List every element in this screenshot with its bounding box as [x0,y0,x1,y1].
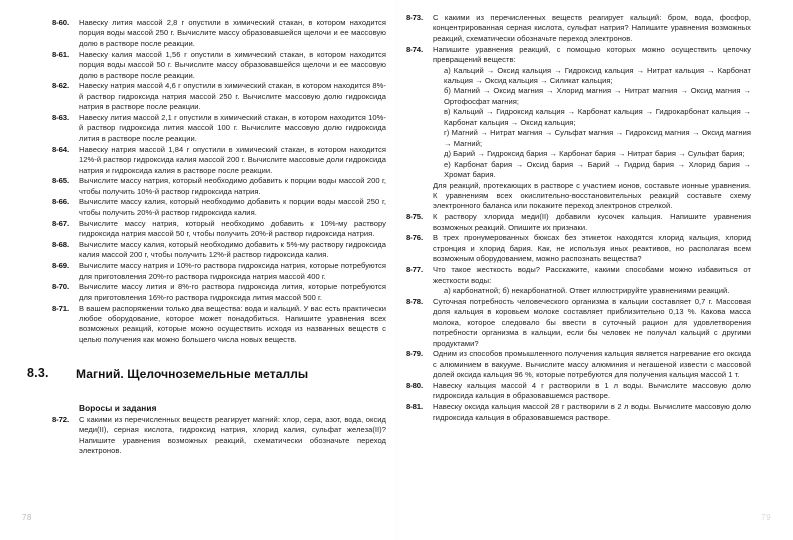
task-item [52,145,386,176]
right-page-column [406,13,751,423]
task-item [52,415,386,457]
task-item [52,50,386,81]
task-number: 8-63. [52,112,70,122]
task-number: 8-65. [52,176,70,186]
task-item [52,113,386,144]
task-item [52,282,386,303]
task-item [406,381,751,402]
task-text: Навеску оксида кальция массой 28 г растворили в 2 л воды. Вычислите массовую долю гидроксида кальция в образовавшемся растворе. [433,402,751,422]
task-tail: Для реакций, протекающих в растворе с участием ионов, составьте ионные уравнения. К уравнениям всех окислительно-восстановительных реакций составьте схему электронного баланса или покажите переход электронов стрелкой. [433,180,751,211]
task-item [406,297,751,349]
task-chain: е) Карбонат бария → Оксид бария → Барий → Гидрид бария → Хлорид бария → Хромат бария. [444,159,751,180]
task-number: 8-61. [52,49,70,59]
task-chain: а) Кальций → Оксид кальция → Гидроксид кальция → Нитрат кальция → Карбонат кальция → Оксид кальция → Силикат кальция; [444,65,751,86]
task-text: В вашем распоряжении только два вещества: вода и кальций. У вас есть практически любое оборудование, которое может понадобиться. Напишите уравнения всех возможных реакций, которые можно осуществить исходя из названных веществ с целью получения как можно большего числа новых веществ. [79,303,386,344]
task-text: Навеску кальция массой 4 г растворили в 1 л воды. Вычислите массовую долю гидроксида кальция в образовавшемся растворе. [433,380,751,401]
left-page-column [27,18,386,457]
task-item [52,197,386,218]
task-text: Навеску натрия массой 1,84 г опустили в химический стакан, в котором находится 12%-й раствор гидроксида калия массой 200 г. Вычислите массовые доли гидроксида натрия и гидроксида калия в растворе после реакции. [79,144,386,175]
task-text: Навеску натрия массой 4,6 г опустили в химический стакан, в котором находится 8%-й раствор гидроксида натрия массой 250 г. Вычислите массовую долю гидроксида натрия в растворе после реакции. [79,81,386,112]
task-text: С какими из перечисленных веществ реагирует магний: хлор, сера, азот, вода, оксид меди(II), серная кислота, гидроксид натрия, хлорид калия, сульфат железа(II)? Напишите уравнения возможных реакций, схематически обозначьте переход электронов. [79,414,386,456]
section-subheading: Воросы и задания [79,403,157,414]
task-number: 8-68. [52,239,70,249]
task-lead: Что такое жесткость воды? Расскажите, какими способами можно избавиться от жесткости воды: [433,265,751,285]
task-text: Навеску лития массой 2,1 г опустили в химический стакан, в котором находится 10%-й раствор гидроксида лития массой 100 г. Вычислите массовую долю гидроксида лития в растворе после реакции. [79,112,386,143]
task-chain: б) Магний → Оксид магния → Хлорид магния → Нитрат магния → Оксид магния → Ортофосфат магния; [444,86,751,106]
section-title: Магний. Щелочноземельные металлы [76,366,309,381]
task-number: 8-76. [406,233,424,243]
task-number: 8-67. [52,218,70,228]
task-text: Вычислите массу калия, который необходимо добавить к порции воды массой 250 г, чтобы получить 20%-й раствор гидроксида калия. [79,197,386,217]
task-number: 8-80. [406,380,424,390]
task-number: 8-79. [406,349,424,359]
task-item [406,265,751,296]
task-chain: а) карбонатной; б) некарбонатной. Ответ иллюстрируйте уравнениями реакций. [444,285,730,295]
task-text: Одним из способов промышленного получения кальция является нагревание его оксида с алюминием в вакууме. Вычислите массу алюминия и негашеной извести с массовой долей оксида кальция 96 %, которые потребуются для получения кальция массой 1 т. [433,349,751,380]
task-text: Навеску калия массой 1,56 г опустили в химический стакан, в котором находится порция воды массой 50 г. Вычислите массу образовавшейся щелочи и ее массовую долю в растворе после реакции. [79,49,386,80]
task-number: 8-77. [406,265,424,275]
task-number: 8-73. [406,13,424,22]
task-item [52,176,386,197]
task-item [52,261,386,282]
task-text: Вычислите массу лития и 8%-го раствора гидроксида лития, которые потребуются для приготовления 16%-го раствора гидроксида лития массой 500 г. [79,282,386,302]
section-heading [27,366,386,386]
task-item [52,18,386,49]
task-number: 8-72. [52,414,70,424]
task-number: 8-70. [52,282,70,292]
task-number: 8-75. [406,212,424,222]
task-item [52,219,386,240]
task-number: 8-71. [52,303,70,313]
task-number: 8-74. [406,44,424,54]
task-item [406,212,751,233]
page-number: 79 [761,513,771,522]
page-number: 78 [22,513,32,522]
task-number: 8-66. [52,197,70,207]
task-item [52,81,386,112]
task-text: Вычислите массу натрия, который необходимо добавить к порции воды массой 200 г, чтобы получить 10%-й раствор гидроксида натрия. [79,176,386,196]
task-text: Навеску лития массой 2,8 г опустили в химический стакан, в котором находится порция воды массой 250 г. Вычислите массу образовавшейся щелочи и ее массовую долю в растворе после реакции. [79,18,386,48]
task-text: Вычислите массу натрия и 10%-го раствора гидроксида натрия, которые потребуются для приготовления 20%-го раствора гидроксида натрия массой 400 г. [79,261,386,281]
task-number: 8-69. [52,261,70,271]
task-item [52,240,386,261]
task-chain: д) Барий → Гидроксид бария → Карбонат бария → Нитрат бария → Сульфат бария; [444,149,745,159]
task-item [52,304,386,346]
task-text: Вычислите массу калия, который необходимо добавить к 5%-му раствору гидроксида калия массой 200 г, чтобы получить 12%-й раствор гидроксида калия. [79,239,386,260]
right-page [396,0,793,540]
task-item [406,233,751,264]
task-lead: Напишите уравнения реакций, с помощью которых можно осуществить цепочку превращений веществ: [433,44,751,65]
task-number: 8-81. [406,402,424,412]
task-item [406,45,751,212]
task-item [406,349,751,380]
task-text: Вычислите массу натрия, который необходимо добавить к 10%-му раствору гидроксида натрия массой 50 г, чтобы получить 20%-й раствор гидроксида натрия. [79,218,386,239]
task-chain: г) Магний → Нитрат магния → Сульфат магния → Гидроксид магния → Оксид магния → Магний; [444,128,751,148]
left-page [0,0,396,540]
section-number: 8.3. [27,366,49,381]
task-text: С какими из перечисленных веществ реагирует кальций: бром, вода, фосфор, концентрированная серная кислота, сульфат натрия? Напишите уравнения возможных реакций, схематически обозначьте переход электронов. [433,13,751,43]
task-number: 8-60. [52,18,70,27]
task-number: 8-64. [52,144,70,154]
task-number: 8-62. [52,81,70,91]
task-text: В трех пронумерованных бюксах без этикеток находятся хлорид кальция, хлорид стронция и хлорид бария. Как, не используя иных реактивов, но располагая всем возможным оборудованием, можно распознать вещества? [433,233,751,264]
task-item [406,402,751,423]
task-item [406,13,751,44]
task-text: Суточная потребность человеческого организма в кальции составляет 0,7 г. Массовая доля кальция в коровьем молоке составляет приблизительно 0,13 %. Какова масса молока, которое следовало бы ввести в суточный рацион для удовлетворения потребности организма в кальции, если бы человек не получал кальций с другими продуктами? [433,296,751,348]
task-text: К раствору хлорида меди(II) добавили кусочек кальция. Напишите уравнения возможных реакций. Опишите их признаки. [433,212,751,232]
task-number: 8-78. [406,296,424,306]
task-chain: в) Кальций → Гидроксид кальция → Карбонат кальция → Гидрокарбонат кальция → Карбонат кальция → Оксид кальция; [444,107,751,127]
